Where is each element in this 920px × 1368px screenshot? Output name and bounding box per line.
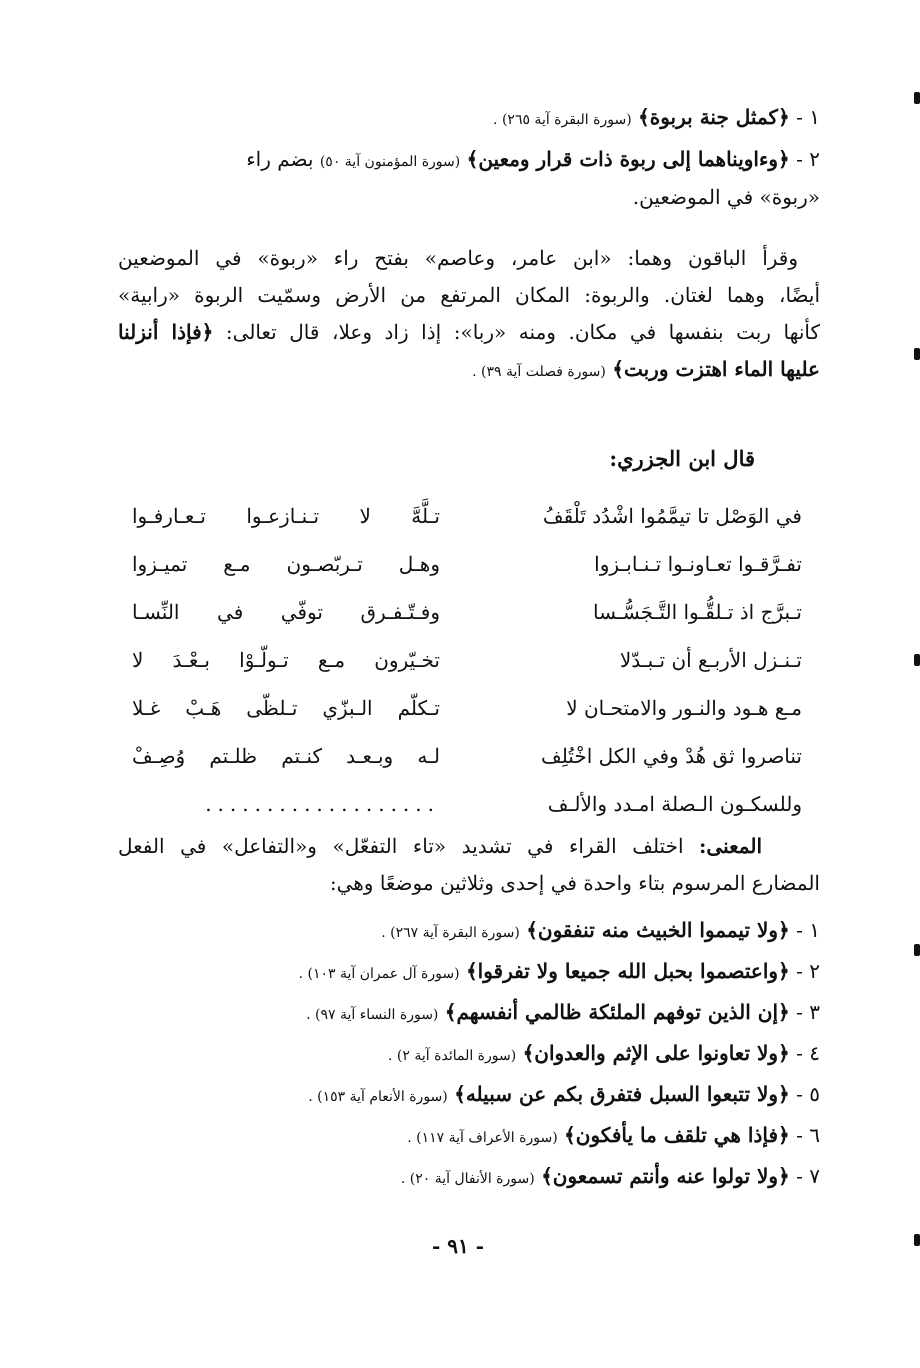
item-number: ١ - — [796, 918, 820, 942]
list-item — [306, 997, 820, 1030]
item-number: ١ - — [796, 105, 820, 129]
verse-reference: (سورة آل عمران آية ١٠٣) . — [298, 966, 460, 982]
quran-verse: ﴿ولا تولوا عنه وأنتم تسمعون﴾ — [541, 1164, 790, 1188]
item-number: ٧ - — [796, 1164, 820, 1188]
verse-reference: (سورة النساء آية ٩٧) . — [306, 1007, 439, 1023]
poem-verse: تـلَّهَّ لا تـنـازعـوا تـعـارفـوا — [132, 504, 440, 528]
poem-left-column — [132, 492, 440, 828]
scan-edge-mark — [914, 654, 920, 666]
quran-verse: ﴿وءاويناهما إلى ربوة ذات قرار ومعين﴾ — [466, 147, 790, 171]
paragraph-line — [118, 828, 820, 865]
quran-verse: ﴿ولا تعاونوا على الإثم والعدوان﴾ — [522, 1041, 790, 1065]
page-number: - ٩١ - — [432, 1234, 485, 1258]
list-item — [407, 1120, 820, 1153]
poem-verse: تخـيّرون مـع تـولّـوْا بـعْـدَ لا — [132, 648, 440, 672]
verse-reference: (سورة الأنعام آية ١٥٣) . — [308, 1089, 448, 1105]
list-item-continuation: «ربوة» في الموضعين. — [632, 185, 820, 209]
quran-verse: ﴿فإذا أنزلنا — [118, 320, 214, 344]
poem-right-column — [472, 492, 802, 828]
quran-verse: ﴿واعتصموا بحبل الله جميعا ولا تفرقوا﴾ — [465, 959, 790, 983]
meaning-paragraph — [118, 828, 820, 902]
verse-reference: (سورة البقرة آية ٢٦٥) . — [493, 112, 632, 128]
verse-reference: (سورة فصلت آية ٣٩) . — [472, 364, 606, 380]
meaning-label: المعنى: — [699, 834, 762, 858]
quran-verse: ﴿فإذا هي تلقف ما يأفكون﴾ — [564, 1123, 790, 1147]
paragraph-text: اختلف القراء في تشديد «تاء التفعّل» و«التفاعل» في الفعل — [118, 834, 684, 858]
poem-verse: وفـتّـفـرق توفّي في النِّسـا — [132, 600, 440, 624]
paragraph-text: كأنها ربت بنفسها في مكان. ومنه «ربا»: إذا زاد وعلا، قال تعالى: — [225, 320, 820, 344]
list-item — [308, 1079, 820, 1112]
list-item — [388, 1038, 820, 1071]
item-number: ٣ - — [796, 1000, 820, 1024]
poem-verse: لـه وبـعـد كنـتم ظلـتم وُصِـفْ — [132, 744, 440, 768]
quran-verse: ﴿ولا تتبعوا السبل فتفرق بكم عن سبيله﴾ — [454, 1082, 790, 1106]
item-number: ٤ - — [796, 1041, 820, 1065]
list-item — [120, 144, 820, 177]
poem-verse: ................... — [205, 792, 440, 816]
verse-reference: (سورة المائدة آية ٢) . — [388, 1048, 517, 1064]
poem-verse: تـبرَّج اذ تـلقُّـوا التَّـجَسُّـسا — [593, 600, 802, 624]
scan-edge-mark — [914, 944, 920, 956]
item-number: ٢ - — [796, 147, 820, 171]
quran-verse: عليها الماء اهتزت وربت﴾ — [612, 357, 820, 381]
paragraph-line — [118, 351, 820, 391]
paragraph-line — [118, 314, 820, 351]
poem-verse: تـكلّم الـبزّي تـلظّى هَـبْ غـلا — [132, 696, 440, 720]
verse-reference: (سورة الأنفال آية ٢٠) . — [400, 1171, 535, 1187]
poem-verse: تفـرَّقـوا تعـاونـوا تـنـابـزوا — [594, 552, 802, 576]
verse-reference: (سورة الأعراف آية ١١٧) . — [407, 1130, 558, 1146]
list-item — [381, 915, 820, 948]
quran-verse: ﴿إن الذين توفهم الملئكة ظالمي أنفسهم﴾ — [444, 1000, 790, 1024]
scan-edge-mark — [914, 1234, 920, 1246]
verse-reference: (سورة المؤمنون آية ٥٠) — [319, 154, 461, 170]
poem-verse: تـنـزل الأربـع أن تـبـدّلا — [619, 648, 802, 672]
poem-verse: مـع هـود والنـور والامتحـان لا — [566, 696, 802, 720]
item-number: ٦ - — [796, 1123, 820, 1147]
scan-edge-mark — [914, 348, 920, 360]
poem-verse: وهـل تـربّصـون مـع تميـزوا — [132, 552, 440, 576]
note-text: بضم راء — [246, 147, 314, 171]
scan-edge-mark — [914, 92, 920, 104]
paragraph-line: وقرأ الباقون وهما: «ابن عامر، وعاصم» بفتح راء «ربوة» في الموضعين — [118, 246, 798, 270]
item-number: ٢ - — [796, 959, 820, 983]
poem-verse: وللسكـون الـصلة امـدد والألـف — [547, 792, 802, 816]
quran-verse: ﴿كمثل جنة بربوة﴾ — [638, 105, 790, 129]
poem-verse: في الوَصْل تا تيمَّمُوا اشْدُد تَلْقَفُ — [542, 504, 802, 528]
section-heading: قال ابن الجزري: — [609, 446, 755, 471]
list-item — [401, 1161, 820, 1194]
paragraph — [118, 240, 820, 391]
poem-verse: تناصروا ثق هُدْ وفي الكل اخْتُلِف — [540, 744, 802, 768]
paragraph-line: المضارع المرسوم بتاء واحدة في إحدى وثلاثين موضعًا وهي: — [329, 871, 820, 895]
paragraph-line: أيضًا، وهما لغتان. والربوة: المكان المرتفع من الأرض وسمّيت الربوة «رابية» — [118, 283, 821, 307]
list-item — [493, 102, 820, 135]
list-item — [299, 956, 820, 989]
verse-reference: (سورة البقرة آية ٢٦٧) . — [381, 925, 520, 941]
item-number: ٥ - — [796, 1082, 820, 1106]
quran-verse: ﴿ولا تيمموا الخبيث منه تنفقون﴾ — [526, 918, 790, 942]
